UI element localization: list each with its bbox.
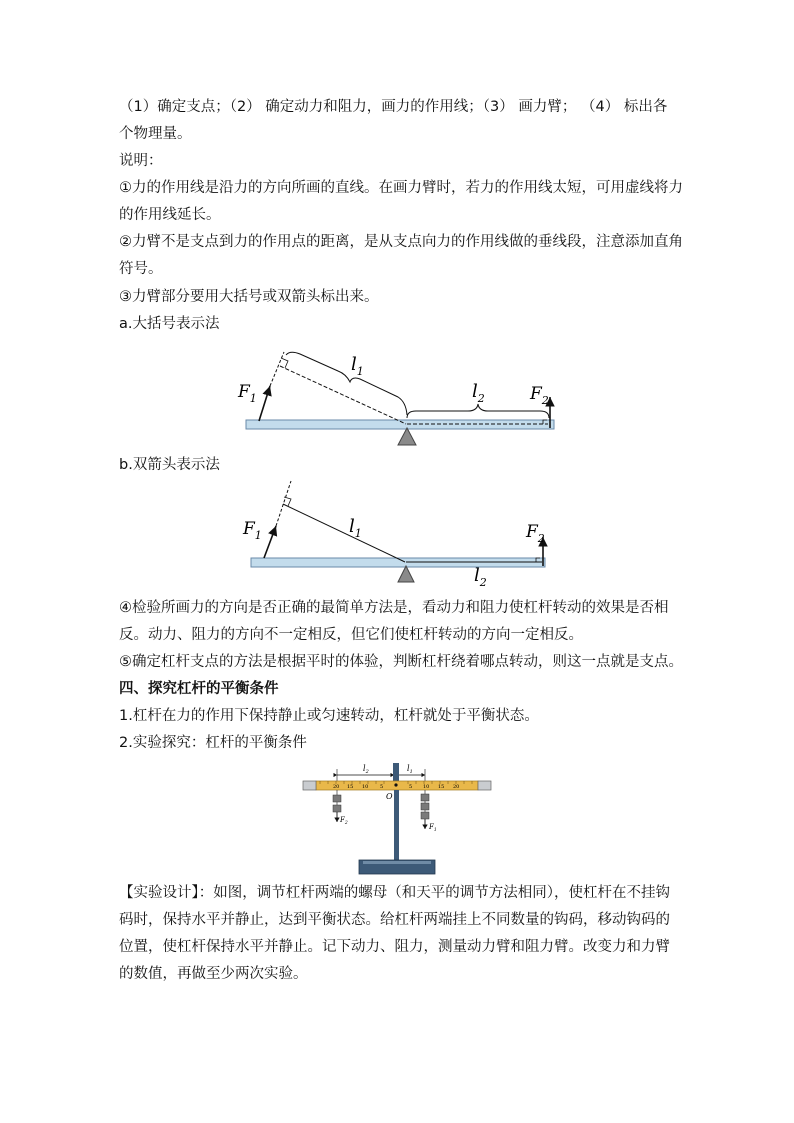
l1-label: $l_1$ [349,516,362,540]
fulcrum-triangle [398,428,416,445]
ruler-tick-label: 15 [438,784,445,790]
ruler-tick-label: 10 [423,784,430,790]
hook-weight [333,795,341,802]
steps-line-2: 个物理量。 [119,126,192,142]
experiment-design-paragraph [119,880,671,988]
note-2-line-2: 符号。 [119,261,163,277]
note-3: ③力臂部分要用大括号或双箭头标出来。 [119,289,379,305]
l1-label: $l_1$ [351,354,364,378]
l1-brace [286,352,407,415]
stand-pole [394,790,399,862]
force-f1-arrow [264,526,276,558]
ruler-tick-label: 10 [362,784,369,790]
l1-arm-dashed [280,366,406,424]
hook-weight [421,812,429,819]
hook-weight [421,803,429,810]
ruler-tick-label: 20 [333,784,340,790]
note-1-line-2: 的作用线延长。 [119,207,221,223]
f1-label: $F_1$ [243,519,262,542]
method-b-label: b.双箭头表示法 [119,457,220,473]
l2-label: $l_2$ [363,764,369,775]
note-1-line-1: ①力的作用线是沿力的方向所画的直线。在画力臂时，若力的作用线太短，可用虚线将力 [119,180,683,196]
f1-label: $F_1$ [238,382,257,405]
item-2: 2.实验探究：杠杆的平衡条件 [119,735,307,751]
note-4-line-1: ④检验所画力的方向是否正确的最简单方法是，看动力和阻力使杠杆转动的效果是否相 [119,600,669,616]
f1-extension-dashed [270,352,284,386]
ruler-tick-label: 15 [347,784,354,790]
lever-diagram-brace [230,342,570,452]
pivot-post [393,763,399,783]
design-text: ：如图，调节杠杆两端的螺母（和天平的调节方法相同），使杠杆在不挂钩码时，保持水平并静止，达到平衡状态。给杠杆两端挂上不同数量的钩码，移动钩码的位置，使杠杆保持水平并静止。记下动力、阻力，测量动力臂和阻力臂。改变力和力臂的数值，再做至少两次实验。 [119,885,670,982]
l2-brace [407,404,549,418]
origin-label: O [386,792,393,801]
balance-nut-left [303,781,316,790]
hook-weight [333,805,341,812]
l1-line [283,504,405,562]
section-heading: 四、探究杠杆的平衡条件 [119,681,279,697]
note-title: 说明： [119,153,163,169]
method-a-label: a.大括号表示法 [119,316,220,332]
ruler-tick-label: 5 [409,784,413,790]
design-label: 【实验设计】 [119,885,199,901]
steps-line-1: （1）确定支点；（2） 确定动力和阻力，画力的作用线；（3） 画力臂； （4） 标出各 [119,99,668,115]
l2-label: $l_2$ [474,565,487,589]
fulcrum-triangle [398,566,414,582]
l1-label: $l_1$ [407,764,413,775]
f2-label: $F_2$ [526,522,545,545]
f1-label: $F_1$ [429,823,437,833]
ruler-tick-label: 5 [380,784,384,790]
f2-label: $F_2$ [530,384,549,407]
pivot-point [394,783,397,786]
note-4-line-2: 反。动力、阻力的方向不一定相反，但它们使杠杆转动的方向一定相反。 [119,627,583,643]
lever-apparatus-figure [300,756,495,878]
balance-nut-right [478,781,491,790]
hook-weight [421,794,429,801]
l2-label: $l_2$ [472,381,485,405]
note-2-line-1: ②力臂不是支点到力的作用点的距离，是从支点向力的作用线做的垂线段，注意添加直角 [119,234,683,250]
ruler-tick-label: 20 [453,784,460,790]
note-5: ⑤确定杠杆支点的方法是根据平时的体验，判断杠杆绕着哪点转动，则这一点就是支点。 [119,654,683,670]
force-f1-arrow [259,386,270,421]
lever-diagram-arrows [235,475,575,590]
f2-label: $F_2$ [340,816,348,826]
item-1: 1.杠杆在力的作用下保持静止或匀速转动，杠杆就处于平衡状态。 [119,708,539,724]
